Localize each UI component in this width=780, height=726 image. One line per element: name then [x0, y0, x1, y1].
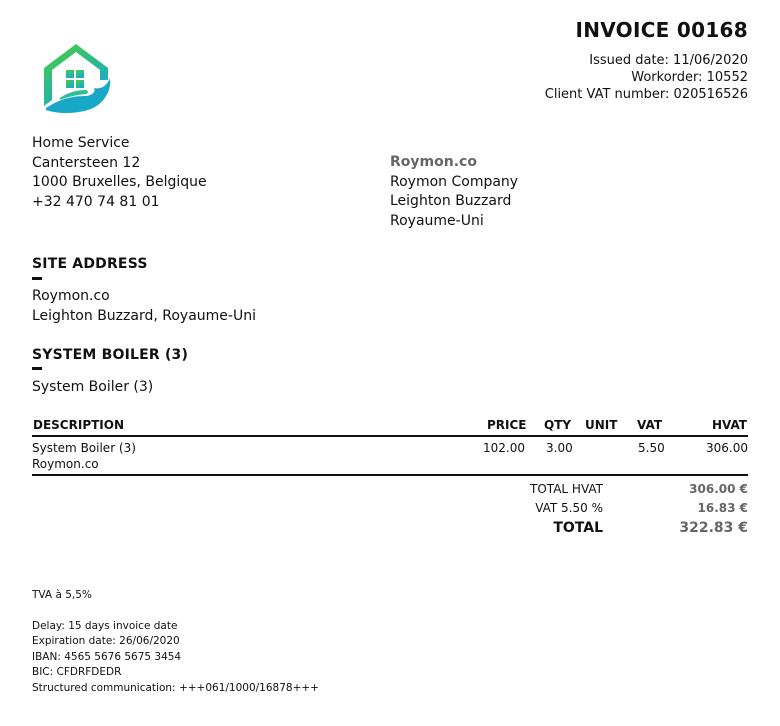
col-vat: VAT [637, 418, 663, 432]
expiration-date: Expiration date: 26/06/2020 [32, 635, 180, 647]
recipient-company: Roymon.co [390, 154, 477, 170]
total-hvat-value: 306.00 € [689, 482, 748, 496]
table-header-rule [32, 435, 748, 437]
row-description-main: System Boiler (3) [32, 441, 136, 455]
totals-block [488, 482, 748, 544]
row-hvat: 306.00 [706, 441, 748, 455]
invoice-footer [32, 588, 319, 696]
company-logo [40, 40, 112, 116]
grand-total-row [488, 520, 748, 544]
structured-communication-value: +++061/1000/16878+++ [178, 681, 319, 694]
vat-row [488, 501, 748, 520]
structured-communication-label: Structured communication: [32, 681, 179, 694]
site-address [32, 287, 256, 326]
grand-total-label: TOTAL [553, 520, 603, 536]
client-vat-number: Client VAT number: 020516526 [544, 87, 748, 102]
payment-delay: Delay: 15 days invoice date [32, 619, 178, 632]
sender-phone: +32 470 74 81 01 [32, 193, 160, 210]
row-description-sub: Roymon.co [32, 457, 99, 471]
col-unit: UNIT [585, 418, 618, 432]
col-price: PRICE [487, 418, 527, 432]
sender-name: Home Service [32, 135, 130, 151]
section-underline [32, 277, 42, 280]
total-hvat-label: TOTAL HVAT [530, 482, 603, 496]
product-section-title: SYSTEM BOILER (3) [32, 347, 189, 363]
row-price: 102.00 [483, 441, 525, 455]
invoice-meta [545, 52, 748, 103]
row-qty: 3.00 [546, 441, 573, 455]
vat-value: 16.83 € [697, 501, 748, 515]
col-qty: QTY [544, 418, 572, 432]
recipient-name: Roymon Company [390, 173, 519, 190]
recipient-city: Leighton Buzzard [390, 193, 512, 209]
tva-note: TVA à 5,5% [32, 589, 92, 601]
bic: BIC: CFDRFDEDR [32, 666, 122, 678]
row-description [32, 440, 136, 472]
site-line-2: Leighton Buzzard, Royaume-Uni [32, 307, 256, 324]
table-bottom-rule [32, 474, 748, 476]
structured-communication [32, 681, 319, 697]
workorder: Workorder: 10552 [631, 70, 748, 85]
section-underline [32, 367, 42, 370]
site-line-1: Roymon.co [32, 288, 110, 304]
house-hand-logo-icon [40, 40, 112, 116]
sender-city: 1000 Bruxelles, Belgique [32, 174, 207, 190]
invoice-title: INVOICE 00168 [575, 18, 748, 42]
footer-gap [32, 604, 319, 619]
col-description: DESCRIPTION [33, 418, 125, 432]
recipient-country: Royaume-Uni [390, 212, 484, 229]
site-address-title: SITE ADDRESS [32, 256, 148, 272]
iban: IBAN: 4565 5676 5675 3454 [32, 650, 182, 663]
sender-street: Cantersteen 12 [32, 154, 141, 171]
table-header [32, 418, 748, 434]
product-line: System Boiler (3) [32, 379, 154, 395]
col-hvat: HVAT [711, 418, 747, 432]
sender-address [32, 134, 207, 212]
vat-label: VAT 5.50 % [535, 501, 603, 515]
issued-date: Issued date: 11/06/2020 [589, 53, 748, 68]
grand-total-value: 322.83 € [679, 520, 748, 536]
recipient-address [390, 153, 518, 231]
total-hvat-row [488, 482, 748, 501]
row-vat: 5.50 [638, 441, 665, 455]
